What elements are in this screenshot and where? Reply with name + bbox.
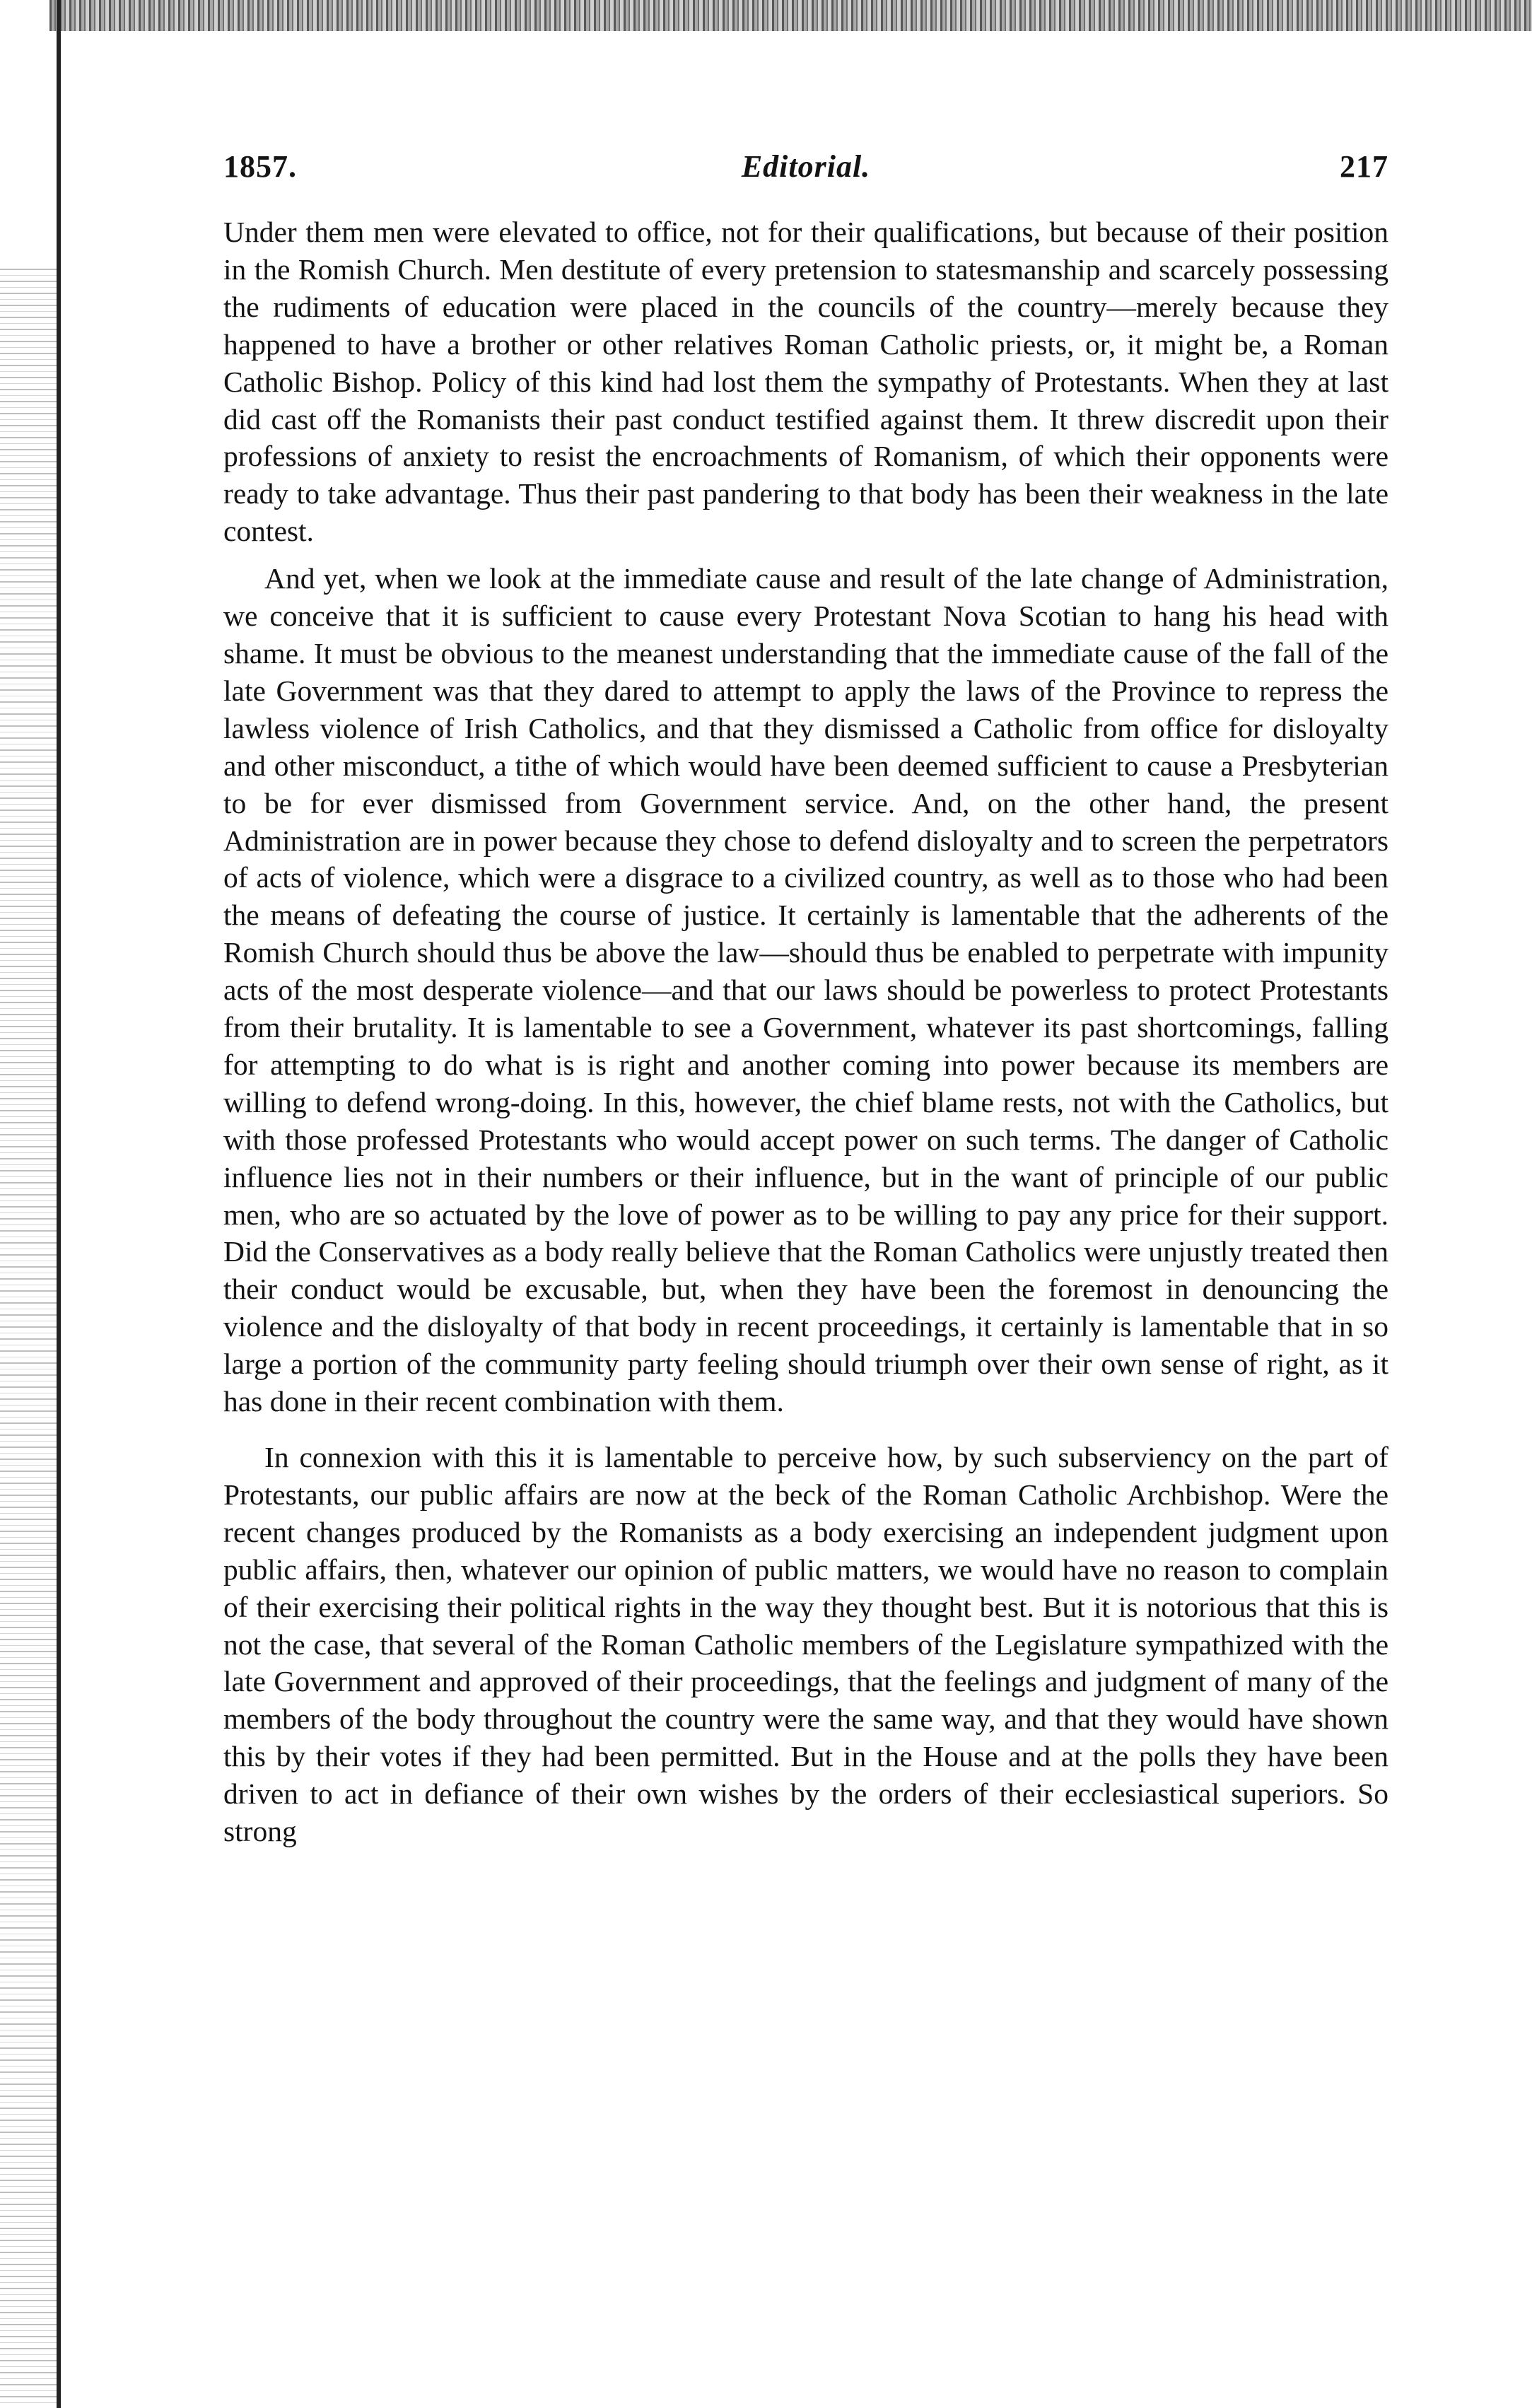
- running-head-year: 1857.: [223, 149, 297, 184]
- paragraph-2: And yet, when we look at the immediate cause and result of the late change of Administration, we conceive that it is sufficient to cause every Protestant Nova Scotian to hang his head with shame. It must be obvious to the meanest understanding that the immediate cause of the fall of the late Government was that they dared to attempt to apply the laws of the Province to repress the lawless violence of Irish Catholics, and that they dismissed a Catholic from office for disloyalty and other misconduct, a tithe of which would have been deemed sufficient to cause a Presbyterian to be for ever dismissed from Government service. And, on the other hand, the present Administration are in power because they chose to defend disloyalty and to screen the perpetrators of acts of violence, which were a disgrace to a civilized country, as well as to those who had been the means of defeating the course of justice. It certainly is lamentable that the adherents of the Romish Church should thus be above the law—should thus be enabled to perpetrate with impunity acts of the most desperate violence—and that our laws should be powerless to protect Protestants from their brutality. It is lamentable to see a Government, whatever its past shortcomings, falling for attempting to do what is is right and another coming into power because its members are willing to defend wrong-doing. In this, however, the chief blame rests, not with the Catholics, but with those professed Protestants who would accept power on such terms. The danger of Catholic influence lies not in their numbers or their influence, but in the want of principle of our public men, who are so actuated by the love of power as to be willing to pay any price for their support. Did the Conservatives as a body really believe that the Roman Catholics were unjustly treated then their conduct would be excusable, but, when they have been the foremost in denouncing the violence and the disloyalty of that body in recent proceedings, it certainly is lamentable that in so large a portion of the community party feeling should triumph over their own sense of right, as it has done in their recent combination with them.: [223, 562, 1388, 1418]
- book-page: [223, 148, 1388, 1850]
- paragraph-3: In connexion with this it is lamentable to perceive how, by such subserviency on the part of Protestants, our public affairs are now at the beck of the Roman Catholic Archbishop. Were the recent changes produced by the Romanists as a body exercising an independent judgment upon public affairs, then, whatever our opinion of public matters, we would have no reason to complain of their exercising their political rights in the way they thought best. But it is notorious that this is not the case, that several of the Roman Catholic members of the Legislature sympathized with the late Government and approved of their proceedings, that the feelings and judgment of many of the members of the body throughout the country were the same way, and that they would have shown this by their votes if they had been permitted. But in the House and at the polls they have been driven to act in defiance of their own wishes by the orders of their ecclesiastical superiors. So strong: [223, 1441, 1388, 1848]
- page-number: 217: [1340, 149, 1388, 184]
- scan-binding-line: [57, 0, 61, 2408]
- running-head: [223, 148, 1388, 198]
- article-body: [223, 214, 1388, 1850]
- scan-left-edge: [0, 269, 57, 2408]
- scan-top-edge: [49, 0, 1532, 31]
- paragraph-1: Under them men were elevated to office, not for their qualifications, but because of their position in the Romish Church. Men destitute of every pretension to statesmanship and scarcely possessing the rudiments of education were placed in the councils of the country—merely because they happened to have a brother or other relatives Roman Catholic priests, or, it might be, a Roman Catholic Bishop. Policy of this kind had lost them the sympathy of Protestants. When they at last did cast off the Romanists their past conduct testified against them. It threw discredit upon their professions of anxiety to resist the encroachments of Romanism, of which their opponents were ready to take advantage. Thus their past pandering to that body has been their weakness in the late contest.: [223, 216, 1388, 548]
- running-head-section: Editorial.: [741, 149, 871, 184]
